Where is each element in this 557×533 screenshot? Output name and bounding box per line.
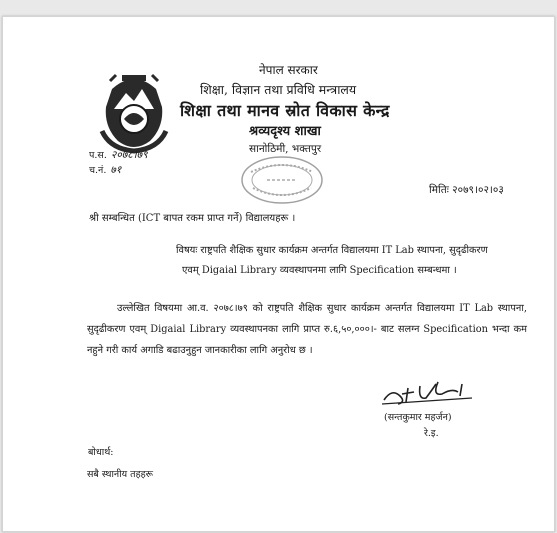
letter-page [2, 16, 555, 532]
cha-na-value: ७१ [110, 164, 122, 176]
letter-body [87, 298, 527, 361]
header-line-1: नेपाल सरकार [259, 63, 318, 77]
cha-na-label: च.नं. [89, 165, 107, 176]
cc-recipient: सबै स्थानीय तहहरू [87, 469, 154, 480]
signatory-designation: रे.इ. [424, 428, 439, 439]
office-address: सानोठिमी, भक्तपुर [249, 143, 322, 155]
signature-icon [380, 378, 484, 408]
reference-cha-na [89, 163, 121, 177]
subject-line-1: विषयः राष्ट्रपति शैक्षिक सुधार कार्यक्रम अन्तर्गत विद्यालयमा IT Lab स्थापना, सुदृढीकरण [176, 245, 488, 256]
center-name: शिक्षा तथा मानव स्रोत विकास केन्द्र [180, 101, 390, 120]
nepal-emblem-icon [92, 67, 176, 155]
ministry-name: शिक्षा, विज्ञान तथा प्रविधि मन्त्रालय [200, 82, 357, 97]
subject-block [176, 241, 488, 281]
reference-pa-sa [89, 148, 148, 162]
pa-sa-value: २०७८।७९ [110, 149, 148, 161]
pa-sa-label: प.स. [89, 150, 107, 161]
section-name: श्रव्यदृश्य शाखा [249, 124, 321, 139]
addressee: श्री सम्बन्धित (ICT बापत रकम प्राप्त गर्ने) विद्यालयहरू । [89, 213, 296, 224]
office-stamp-icon [239, 154, 325, 206]
body-text: उल्लेखित विषयमा आ.व. २०७८।७९ को राष्ट्रपति शैक्षिक सुधार कार्यक्रम अन्तर्गत विद्यालयमा IT Lab स्थापना, सुदृढीकरण एवम् Digaial Library व्यवस्थापनका लागि प्राप्त रु.६,५०,०००।- बाट सलग्न Specification भन्दा कम नहुने गरी कार्य अगाडि बढाउनुहुन जानकारीका लागि अनुरोध छ । [87, 303, 527, 356]
letter-date: मितिः २०७९।०२।०३ [429, 184, 504, 196]
signatory-name: (सन्तकुमार महर्जन) [384, 412, 452, 423]
cc-label: बोधार्थ: [88, 447, 114, 458]
subject-line-2: एवम् Digaial Library व्यवस्थापनमा लागि Specification सम्बन्धमा । [182, 265, 457, 276]
